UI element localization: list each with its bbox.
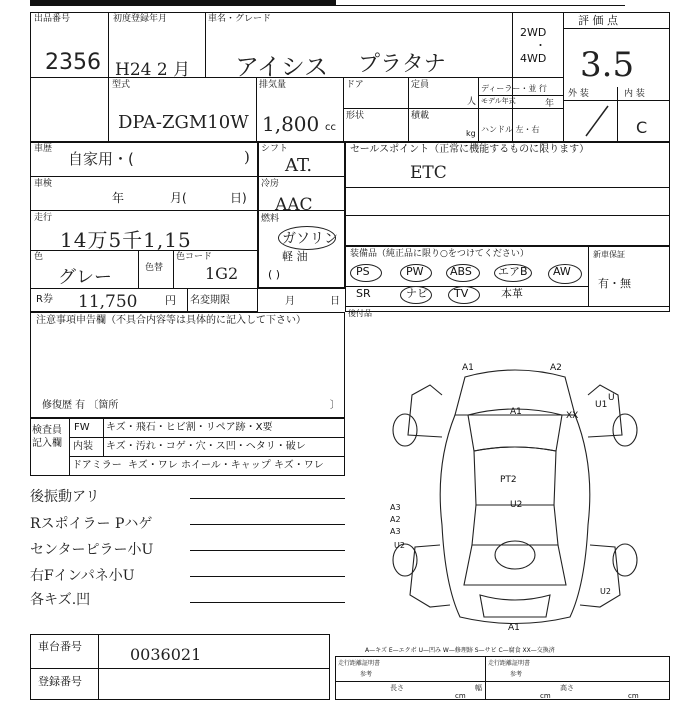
equip-abs: ABS — [450, 265, 472, 278]
notes-label: 注意事項申告欄（不具合内容等は具体的に記入して下さい） — [36, 315, 306, 326]
mark-14: A1 — [508, 623, 520, 633]
year-unit: 年 — [545, 99, 555, 109]
score-label: 評 価 点 — [578, 14, 618, 27]
mileage-value: 14万5千1,15 — [60, 228, 192, 252]
circle-ps — [350, 264, 382, 282]
chassis-label: 車台番号 — [38, 640, 82, 653]
drive-dot: ・ — [535, 39, 546, 52]
top-banner — [30, 0, 335, 6]
exterior-grade-slash — [580, 104, 612, 138]
load-label: 積載 — [411, 111, 430, 121]
recycle-yen: 円 — [165, 294, 176, 307]
height-unit: cm — [628, 692, 639, 700]
circle-aw — [548, 264, 582, 284]
capacity-unit: 人 — [467, 97, 477, 107]
height-label: 高さ — [560, 684, 574, 692]
registration-label: 登録番号 — [38, 675, 82, 688]
grade: プラタナ — [358, 52, 446, 77]
inspector-text-fw: キズ・飛石・ヒビ割・リペア跡・X要 — [106, 422, 273, 433]
mark-12: U2 — [394, 541, 405, 550]
usage-close: ) — [244, 148, 250, 166]
mileage-label: 走行 — [34, 213, 53, 223]
mark-8: U2 — [510, 500, 523, 510]
drive-4wd: 4WD — [520, 52, 547, 65]
equip-ps: PS — [356, 265, 370, 278]
model-name: アイシス — [235, 53, 329, 81]
model-grade-label: 車名・グレード — [208, 14, 272, 24]
model-year-label: モデル年式 — [481, 97, 516, 105]
model-code: DPA-ZGM10W — [118, 112, 249, 133]
ac-label: 冷房 — [261, 179, 280, 189]
remark-3: センターピラー小U — [30, 542, 154, 558]
first-reg-label: 初度登録年月 — [113, 14, 168, 24]
mileage-cert-label-2: 走行距離証明書 — [488, 660, 531, 667]
drive-2wd: 2WD — [520, 26, 547, 39]
top-banner-box — [335, 0, 625, 6]
inspector-text-mirror: キズ・ワレ ホイール・キャップ キズ・ワレ — [128, 460, 324, 471]
displacement-label: 排気量 — [259, 80, 287, 90]
mark-4: XX — [566, 411, 579, 421]
equipment-grid — [348, 262, 586, 306]
circle-pw — [400, 264, 432, 282]
inspection-label: 車検 — [34, 179, 53, 189]
shift-value: AT. — [285, 155, 313, 176]
fuel-circle — [278, 226, 336, 250]
color-value: グレー — [58, 267, 112, 288]
mark-10: A2 — [390, 515, 401, 524]
mark-11: A3 — [390, 527, 401, 536]
usage-label: 車歴 — [34, 144, 53, 154]
remarks-area — [25, 476, 345, 616]
inspector-key-interior: 内装 — [73, 441, 93, 452]
interior-grade: C — [636, 118, 648, 137]
fuel-value: ガソリン — [282, 231, 338, 247]
inspection-month: 月( — [170, 191, 187, 205]
new-car-warranty-label: 新車保証 — [593, 250, 625, 259]
fuel-alt: 軽 油 — [282, 250, 308, 263]
sales-point-label: セールスポイント（正常に機能するものに限ります） — [350, 144, 590, 155]
name-change-day: 日 — [330, 296, 340, 307]
ref-label-2: 参考 — [510, 671, 523, 678]
equipment-label: 装備品（純正品に限り○をつけてください） — [350, 249, 529, 259]
remark-2: Rスポイラー Pハゲ — [30, 516, 153, 532]
cc-unit: cc — [325, 122, 336, 133]
sales-point-value: ETC — [410, 163, 447, 183]
mark-7: PT2 — [500, 475, 517, 485]
handle-label: ハンドル 左・右 — [481, 125, 540, 134]
equip-pw: PW — [406, 265, 424, 278]
car-damage-diagram — [370, 355, 670, 640]
fuel-label: 燃料 — [261, 214, 280, 224]
mark-2: A2 — [550, 363, 562, 373]
lot-no-label: 出品番号 — [34, 14, 71, 24]
ref-label-1: 参考 — [360, 671, 373, 678]
shape-label: 形状 — [346, 111, 365, 121]
remark-4: 右Fインパネ小U — [30, 568, 135, 584]
circle-airbag — [494, 264, 532, 282]
equip-leather: 本革 — [501, 287, 523, 300]
first-reg-value: H24 2 月 — [115, 60, 191, 80]
length-unit: cm — [455, 692, 466, 700]
fuel-paren: ( ) — [268, 268, 281, 281]
mark-13: U2 — [600, 587, 611, 596]
kg-unit: kg — [466, 129, 476, 138]
equip-airbag: エアB — [498, 265, 528, 278]
color-code: 1G2 — [205, 264, 239, 283]
warranty-value: 有・無 — [598, 277, 631, 290]
mark-5: U1 — [595, 400, 608, 410]
inspector-key-mirror: ドアミラー — [72, 460, 122, 471]
equip-aw: AW — [553, 265, 571, 278]
circle-navi — [400, 286, 432, 304]
exterior-label: 外 装 — [568, 89, 589, 99]
remark-5: 各キズ.凹 — [30, 592, 91, 608]
mark-9: A3 — [390, 503, 401, 512]
capacity-label: 定員 — [411, 80, 430, 90]
circle-abs — [446, 264, 480, 282]
score-value: 3.5 — [580, 45, 635, 85]
repair-label: 修復歴 有 〔箇所 — [42, 400, 119, 411]
color-change-label: 色替 — [145, 263, 164, 273]
interior-label: 内 装 — [624, 89, 645, 99]
aftermarket-label: 後付品 — [348, 309, 372, 318]
inspector-label: 検査員記入欄 — [32, 425, 62, 449]
color-label: 色 — [34, 252, 44, 262]
name-change-label: 名変期限 — [190, 295, 230, 306]
inspection-year: 年 — [112, 191, 125, 205]
remark-1: 後振動アリ — [30, 489, 100, 505]
length-label: 長さ — [390, 684, 404, 692]
name-change-month: 月 — [285, 296, 295, 307]
damage-legend: A—キズ E—エクボ U—凹み W—修理跡 S—サビ C—腐食 XX—交換済 — [365, 647, 555, 654]
equip-sr: SR — [356, 287, 371, 300]
lot-no: 2356 — [45, 50, 101, 75]
mark-3: A1 — [510, 407, 522, 417]
dealer-label: ディーラー・並 行 — [481, 84, 547, 93]
repair-close: 〕 — [330, 400, 340, 411]
mark-1: A1 — [462, 363, 474, 373]
inspection-day: 日) — [230, 191, 247, 205]
width-unit: cm — [540, 692, 551, 700]
width-label: 幅 — [475, 684, 482, 692]
usage-value: 自家用・( — [68, 150, 134, 168]
equip-tv: TV — [454, 287, 469, 300]
shift-label: シフト — [261, 144, 289, 154]
chassis-value: 0036021 — [130, 645, 202, 664]
equip-navi: ナビ — [406, 287, 428, 300]
mark-6: U — [608, 393, 615, 403]
ac-value: AAC — [275, 195, 313, 215]
recycle-value: 11,750 — [78, 292, 138, 312]
inspector-key-fw: FW — [74, 422, 90, 433]
color-code-label: 色コード — [176, 252, 213, 262]
mileage-cert-label-1: 走行距離証明書 — [338, 660, 381, 667]
circle-tv — [448, 286, 480, 304]
displacement: 1,800 — [262, 112, 320, 136]
sales-point-box — [345, 142, 670, 246]
door-label: ドア — [346, 80, 364, 90]
recycle-label: R券 — [36, 294, 53, 305]
inspector-text-interior: キズ・汚れ・コゲ・穴・ス凹・ヘタリ・破レ — [106, 441, 306, 452]
model-code-label: 型式 — [112, 80, 131, 90]
